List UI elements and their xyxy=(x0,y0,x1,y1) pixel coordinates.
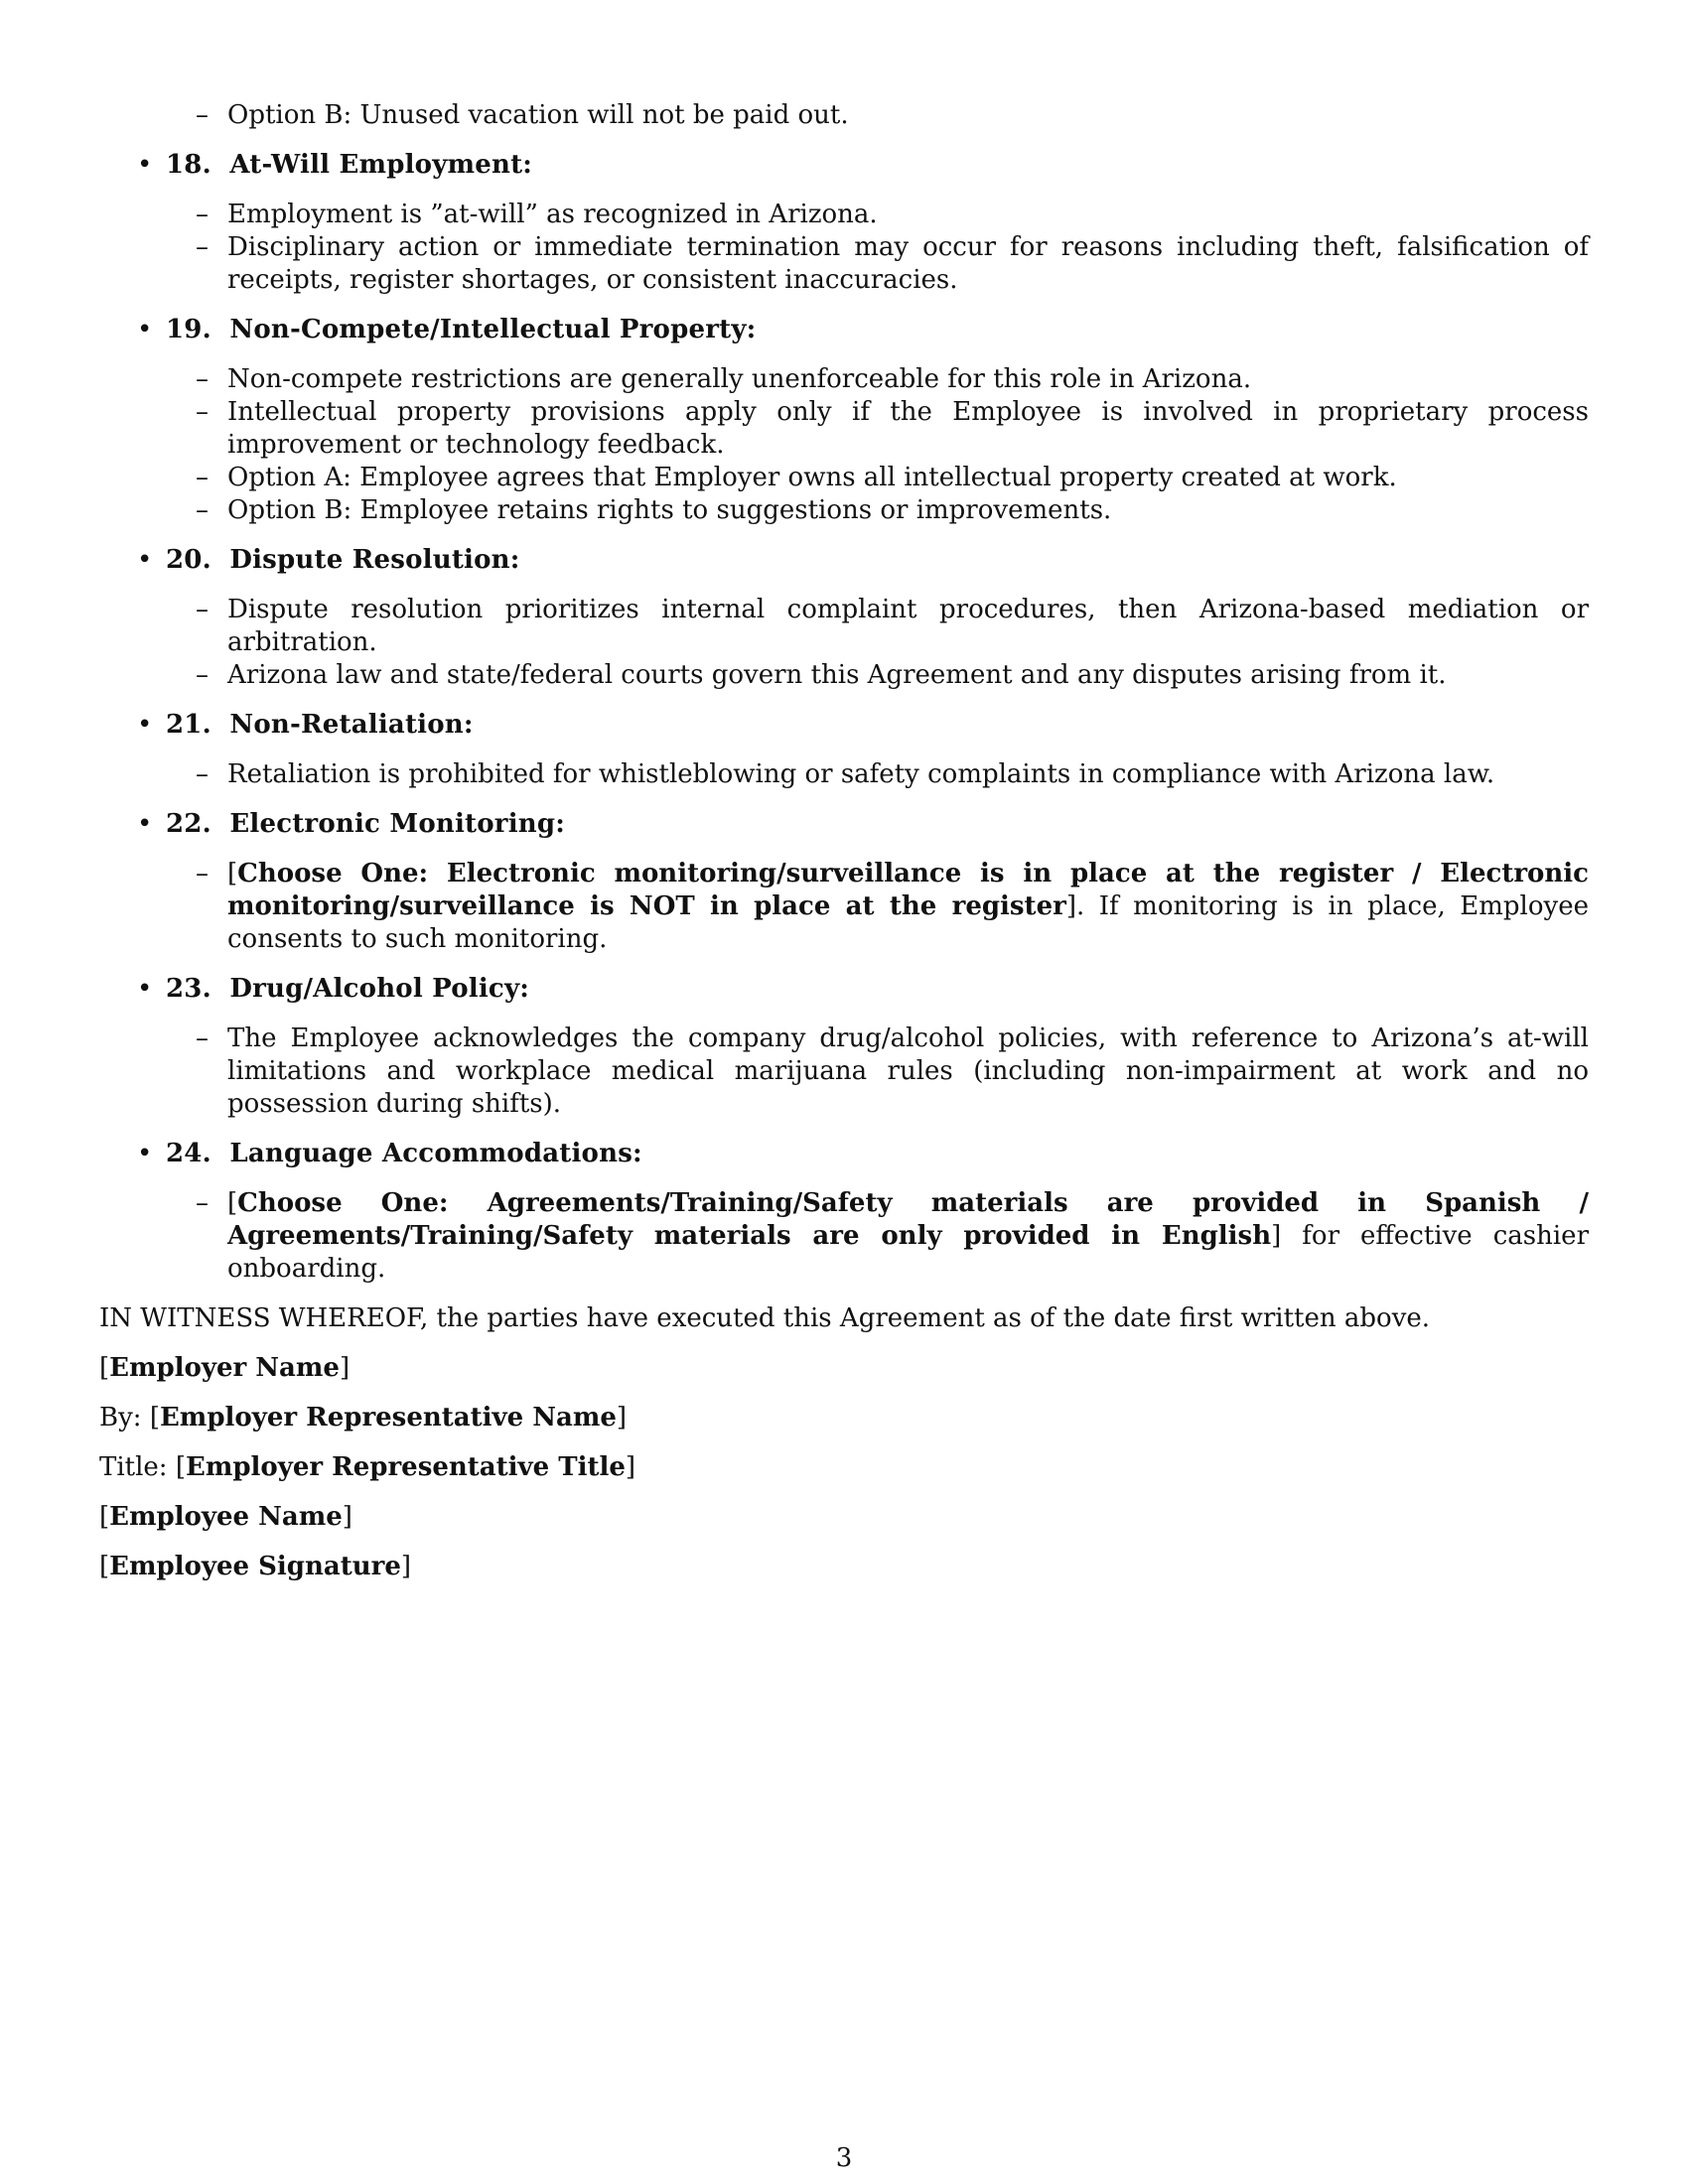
list-item: – [Choose One: Agreements/Training/Safety materials are provided in Spanish / Agreements/Training/Safety materials are only provided in English] for effective cashier onboarding. xyxy=(196,1188,1589,1284)
carryover-list xyxy=(99,99,1589,132)
dash-marker: – xyxy=(196,232,209,262)
witness-clause: IN WITNESS WHEREOF, the parties have executed this Agreement as of the date first written above. xyxy=(99,1303,1431,1333)
section-items xyxy=(99,594,1589,692)
dash-marker: – xyxy=(196,759,209,789)
list-item: – Intellectual property provisions apply only if the Employee is involved in proprietary process improvement or technology feedback. xyxy=(196,397,1589,460)
list-item: – Option A: Employee agrees that Employer owns all intellectual property created at work. xyxy=(196,463,1397,492)
dash-marker: – xyxy=(196,859,209,888)
dash-marker: – xyxy=(196,1024,209,1053)
list-item: – [Choose One: Electronic monitoring/surveillance is in place at the register / Electronic monitoring/surveillance is NOT in place at the register]. If monitoring is in place, Employee consents to such monitoring. xyxy=(196,859,1589,954)
dash-marker: – xyxy=(196,495,209,525)
dash-marker: – xyxy=(196,397,209,427)
section-heading: • 20. Dispute Resolution: xyxy=(137,545,520,575)
dash-marker: – xyxy=(196,660,209,690)
employee-name-placeholder: [Employee Name] xyxy=(99,1502,352,1532)
list-item: – Retaliation is prohibited for whistleblowing or safety complaints in compliance with Arizona law. xyxy=(196,759,1495,789)
section-23 xyxy=(99,973,1589,1121)
section-heading: • 18. At-Will Employment: xyxy=(137,150,533,180)
list-item: – Non-compete restrictions are generally unenforceable for this role in Arizona. xyxy=(196,364,1252,394)
document-page xyxy=(99,99,1589,1583)
section-items xyxy=(99,199,1589,297)
list-item: – Arizona law and state/federal courts govern this Agreement and any disputes arising from it. xyxy=(196,660,1447,690)
section-heading: • 24. Language Accommodations: xyxy=(137,1139,642,1168)
section-heading: • 23. Drug/Alcohol Policy: xyxy=(137,974,530,1004)
dash-marker: – xyxy=(196,100,209,130)
choose-one-placeholder: Choose One: Electronic monitoring/surveillance is in place at the register / Electronic monitoring/surveillance is NOT in place at the register xyxy=(227,859,1589,921)
bullet-icon: • xyxy=(137,150,153,180)
section-items xyxy=(99,1187,1589,1286)
list-item: – Option B: Employee retains rights to suggestions or improvements. xyxy=(196,495,1112,525)
section-20 xyxy=(99,544,1589,692)
section-heading: • 22. Electronic Monitoring: xyxy=(137,809,566,839)
section-items xyxy=(99,758,1589,791)
section-19 xyxy=(99,314,1589,527)
bullet-icon: • xyxy=(137,710,153,740)
dash-marker: – xyxy=(196,200,209,229)
list-item: – Dispute resolution prioritizes internal complaint procedures, then Arizona-based mediation or arbitration. xyxy=(196,595,1589,657)
bullet-icon: • xyxy=(137,545,153,575)
dash-marker: – xyxy=(196,595,209,624)
section-18 xyxy=(99,149,1589,297)
dash-marker: – xyxy=(196,463,209,492)
section-items xyxy=(99,858,1589,956)
section-heading: • 19. Non-Compete/Intellectual Property: xyxy=(137,315,757,344)
bullet-icon: • xyxy=(137,809,153,839)
page-number: 3 xyxy=(835,2143,853,2173)
section-24 xyxy=(99,1138,1589,1286)
list-item: – The Employee acknowledges the company drug/alcohol policies, with reference to Arizona’s at-will limitations and workplace medical marijuana rules (including non-impairment at work and no possession during shifts). xyxy=(196,1024,1589,1119)
choose-one-placeholder: Choose One: Agreements/Training/Safety materials are provided in Spanish / Agreements/Training/Safety materials are only provided in English xyxy=(227,1188,1589,1251)
section-22 xyxy=(99,808,1589,956)
section-items xyxy=(99,1023,1589,1121)
employer-name-placeholder: [Employer Name] xyxy=(99,1353,351,1383)
bullet-icon: • xyxy=(137,315,153,344)
section-21 xyxy=(99,709,1589,791)
bullet-icon: • xyxy=(137,974,153,1004)
section-items xyxy=(99,363,1589,527)
bullet-icon: • xyxy=(137,1139,153,1168)
list-item: – Option B: Unused vacation will not be paid out. xyxy=(196,100,849,130)
section-heading: • 21. Non-Retaliation: xyxy=(137,710,474,740)
employee-signature-placeholder: [Employee Signature] xyxy=(99,1552,412,1581)
list-item: – Employment is ”at-will” as recognized in Arizona. xyxy=(196,200,878,229)
employer-rep-name-line: By: [Employer Representative Name] xyxy=(99,1403,628,1433)
list-item: – Disciplinary action or immediate termination may occur for reasons including theft, falsification of receipts, register shortages, or consistent inaccuracies. xyxy=(196,232,1589,295)
employer-rep-title-line: Title: [Employer Representative Title] xyxy=(99,1452,636,1482)
dash-marker: – xyxy=(196,364,209,394)
dash-marker: – xyxy=(196,1188,209,1218)
